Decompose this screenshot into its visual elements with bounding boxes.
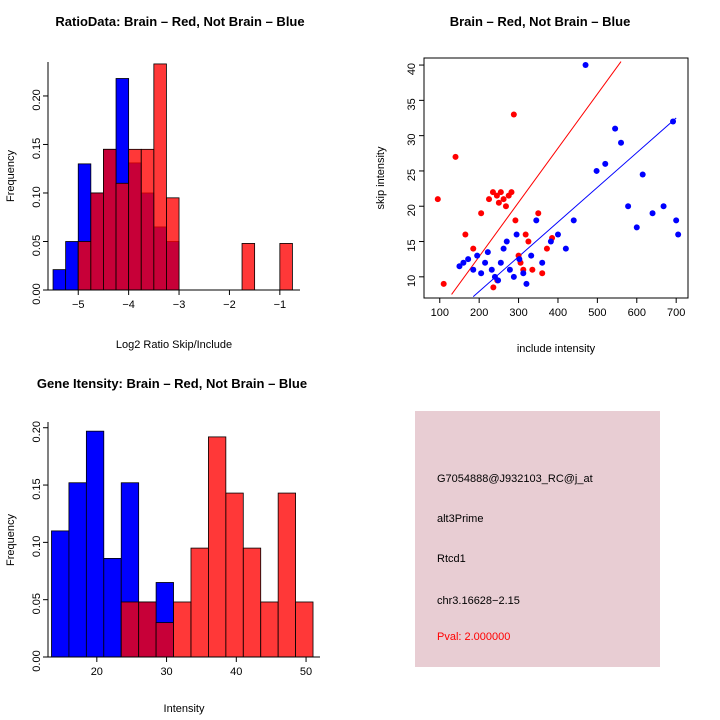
scatter-point	[583, 62, 589, 68]
tick-label: 100	[430, 307, 449, 319]
scatter-point	[498, 260, 504, 266]
tick-label: 0.05	[31, 592, 43, 615]
scatter-point	[634, 224, 640, 230]
tick-label: 0.10	[31, 535, 43, 558]
scatter-point	[618, 140, 624, 146]
histogram-bar	[141, 149, 154, 290]
scatter-point	[508, 189, 514, 195]
tick-label: 0.10	[31, 186, 43, 208]
histogram-bar	[129, 149, 142, 290]
scatter-panel	[360, 0, 720, 360]
ratio-ylabel: Frequency	[5, 150, 17, 202]
scatter-point	[478, 210, 484, 216]
tick-label: −2	[223, 299, 236, 311]
histogram-bar	[174, 602, 191, 657]
tick-label: −4	[122, 299, 135, 311]
tick-label: −5	[71, 299, 85, 311]
gene-y-ticklabels	[31, 421, 48, 672]
gene-name-text: Rtcd1	[437, 553, 466, 565]
scatter-point	[485, 249, 491, 255]
tick-label: 20	[406, 204, 418, 217]
pval-text: Pval: 2.000000	[437, 631, 511, 643]
histogram-bar	[208, 437, 225, 657]
scatter-y-ticklabels	[406, 63, 424, 287]
fit-line	[452, 62, 621, 295]
scatter-point	[474, 253, 480, 259]
ratio-x-ticklabels	[72, 290, 286, 311]
tick-label: 0.20	[31, 89, 43, 111]
scatter-point	[533, 217, 539, 223]
scatter-point	[539, 270, 545, 276]
scatter-point	[470, 267, 476, 273]
scatter-point	[504, 239, 510, 245]
histogram-bar	[166, 198, 179, 290]
scatter-point	[435, 196, 441, 202]
tick-label: 0.00	[31, 650, 43, 672]
histogram-bar	[278, 493, 295, 657]
tick-label: 0.00	[31, 283, 43, 305]
scatter-point	[555, 231, 561, 237]
scatter-x-ticklabels	[431, 298, 686, 319]
scatter-point	[670, 119, 676, 125]
histogram-bar	[280, 243, 293, 290]
histogram-bar	[191, 548, 208, 657]
ratio-histogram-title: RatioData: Brain – Red, Not Brain – Blue	[55, 14, 305, 29]
ratio-histogram-svg	[0, 0, 360, 360]
scatter-point	[529, 267, 535, 273]
histogram-bar	[154, 64, 167, 290]
scatter-point	[482, 260, 488, 266]
tick-label: 25	[406, 168, 418, 182]
histogram-bar	[78, 241, 91, 290]
scatter-point	[462, 231, 468, 237]
tick-label: 10	[406, 274, 418, 287]
scatter-title: Brain – Red, Not Brain – Blue	[449, 14, 631, 29]
scatter-point	[486, 196, 492, 202]
scatter-point	[507, 267, 513, 273]
scatter-point	[612, 126, 618, 132]
histogram-bar	[226, 493, 243, 657]
histogram-bar	[69, 483, 86, 657]
tick-label: 40	[406, 62, 418, 76]
tick-label: 20	[90, 666, 103, 678]
histogram-bar	[261, 602, 278, 657]
scatter-point	[465, 256, 471, 262]
tick-label: 500	[588, 307, 607, 319]
tick-label: 30	[160, 666, 173, 678]
scatter-points	[435, 62, 681, 290]
scatter-point	[535, 210, 541, 216]
tick-label: 0.15	[31, 478, 43, 500]
histogram-bar	[242, 243, 255, 290]
ratio-histogram-bars	[53, 64, 292, 290]
scatter-point	[498, 189, 504, 195]
histogram-bar	[86, 431, 103, 657]
scatter-point	[625, 203, 631, 209]
scatter-point	[523, 231, 529, 237]
gene-histogram-title: Gene Itensity: Brain – Red, Not Brain – Blue	[36, 376, 308, 391]
tick-label: 300	[509, 307, 528, 319]
histogram-bar	[139, 602, 156, 657]
scatter-point	[523, 281, 529, 287]
info-box	[415, 411, 660, 667]
scatter-point	[503, 203, 509, 209]
scatter-point	[548, 239, 554, 245]
ratio-histogram-panel	[0, 0, 360, 360]
histogram-bar	[116, 183, 129, 290]
tick-label: 200	[469, 307, 489, 319]
histogram-bar	[103, 149, 116, 290]
scatter-point	[528, 253, 534, 259]
gene-x-ticklabels	[91, 657, 312, 678]
probe-id-text: G7054888@J932103_RC@j_at	[437, 473, 593, 485]
tick-label: 700	[666, 307, 686, 319]
gene-xlabel: Intensity	[163, 703, 205, 715]
scatter-point	[640, 171, 646, 177]
scatter-point	[594, 168, 600, 174]
scatter-point	[544, 246, 550, 252]
histogram-bar	[296, 602, 313, 657]
scatter-point	[501, 246, 507, 252]
tick-label: 0.15	[31, 137, 43, 160]
scatter-point	[525, 239, 531, 245]
tick-label: 0.05	[31, 234, 43, 257]
scatter-point	[675, 231, 681, 237]
scatter-point	[563, 246, 569, 252]
scatter-xlabel: include intensity	[516, 343, 596, 355]
scatter-point	[516, 256, 522, 262]
scatter-point	[478, 270, 484, 276]
scatter-point	[489, 267, 495, 273]
scatter-point	[602, 161, 608, 167]
scatter-point	[650, 210, 656, 216]
tick-label: −3	[172, 299, 186, 311]
scatter-point	[470, 246, 476, 252]
scatter-point	[490, 284, 496, 290]
scatter-point	[514, 231, 520, 237]
scatter-point	[512, 217, 518, 223]
scatter-ylabel: skip intensity	[375, 146, 387, 210]
tick-label: 600	[627, 307, 646, 319]
tick-label: 40	[230, 666, 243, 678]
gene-histogram-panel	[0, 360, 360, 720]
histogram-bar	[66, 241, 79, 290]
histogram-bar	[121, 602, 138, 657]
scatter-point	[520, 270, 526, 276]
scatter-point	[511, 111, 517, 117]
tick-label: 400	[548, 307, 568, 319]
scatter-svg	[360, 0, 720, 360]
event-type-text: alt3Prime	[437, 513, 484, 525]
scatter-point	[673, 217, 679, 223]
ratio-xlabel: Log2 Ratio Skip/Include	[115, 339, 233, 351]
scatter-point	[441, 281, 447, 287]
locus-text: chr3.16628−2.15	[437, 595, 520, 607]
scatter-point	[539, 260, 545, 266]
scatter-point	[501, 196, 507, 202]
ratio-y-ticklabels	[31, 89, 48, 304]
scatter-point	[511, 274, 517, 280]
histogram-bar	[104, 558, 121, 657]
tick-label: 50	[299, 666, 313, 678]
histogram-bar	[156, 623, 173, 657]
histogram-bar	[243, 548, 260, 657]
gene-ylabel: Frequency	[5, 514, 17, 566]
histogram-bar	[91, 193, 104, 290]
gene-histogram-svg	[0, 360, 360, 720]
gene-histogram-bars	[51, 431, 313, 657]
tick-label: 35	[406, 98, 418, 111]
tick-label: −1	[273, 299, 287, 311]
histogram-bar	[53, 270, 66, 290]
tick-label: 30	[406, 133, 418, 146]
scatter-point	[453, 154, 459, 160]
scatter-point	[661, 203, 667, 209]
scatter-point	[571, 217, 577, 223]
tick-label: 0.20	[31, 421, 43, 443]
histogram-bar	[51, 531, 68, 657]
scatter-point	[495, 277, 501, 283]
tick-label: 15	[406, 239, 418, 252]
